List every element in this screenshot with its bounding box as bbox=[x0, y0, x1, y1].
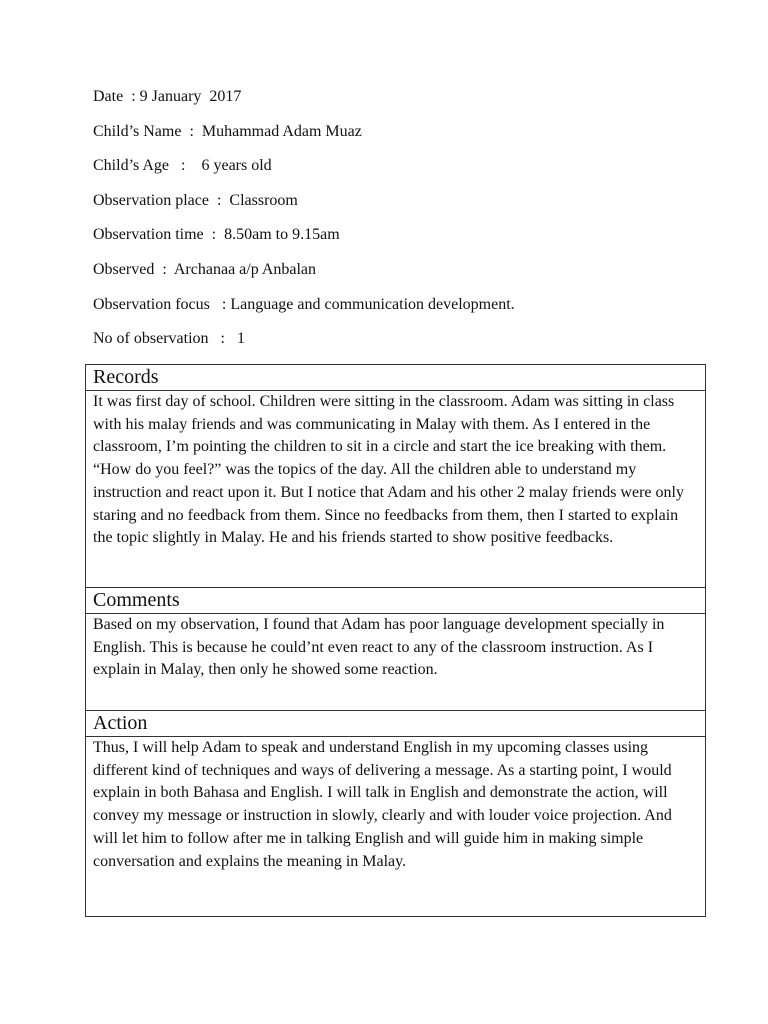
action-body-cell bbox=[86, 737, 706, 917]
observation-place-value: Classroom bbox=[229, 191, 298, 209]
observation-place-separator: : bbox=[208, 191, 230, 209]
records-text: It was first day of school. Children were sitting in the classroom. Adam was sitting in class with his malay friends and was communicating in Malay with them. As I entered in the classroom, I’m pointing the children to sit in a circle and start the ice breaking with them. “How do you feel?” was the topics of the day. All the children able to understand my instruction and react upon it. But I notice that Adam and his other 2 malay friends were only staring and no feedback from them. Since no feedbacks from them, then I started to explain the topic slightly in Malay. He and his friends started to show positive feedbacks. bbox=[93, 393, 684, 547]
comments-text: Based on my observation, I found that Adam has poor language development specially in English. This is because he could’nt even react to any of the classroom instruction. As I explain in Malay, then only he showed some reaction. bbox=[93, 616, 665, 679]
date-separator: : bbox=[123, 88, 140, 105]
records-body-cell bbox=[86, 391, 706, 588]
child-name-separator: : bbox=[181, 122, 202, 140]
observation-focus-label: Observation focus bbox=[93, 295, 210, 313]
action-heading: Action bbox=[93, 712, 148, 734]
child-name-label: Child’s Name bbox=[93, 122, 182, 140]
observation-focus-separator: : bbox=[209, 295, 231, 313]
child-age-separator: : bbox=[169, 157, 202, 175]
observation-place-field bbox=[93, 190, 693, 225]
records-heading-row bbox=[86, 365, 706, 391]
records-body-row bbox=[86, 391, 706, 588]
comments-body-cell bbox=[86, 614, 706, 711]
observed-value: Archanaa a/p Anbalan bbox=[173, 260, 317, 278]
date-label: Date bbox=[93, 88, 124, 105]
records-heading-cell bbox=[86, 365, 706, 391]
action-heading-cell bbox=[86, 711, 706, 737]
comments-heading-row bbox=[86, 588, 706, 614]
observation-details bbox=[93, 86, 693, 363]
action-text: Thus, I will help Adam to speak and understand English in my upcoming classes using different kind of techniques and ways of delivering a message. As a starting point, I would explain in both Bahasa and English. I will talk in English and demonstrate the action, will convey my message or instruction in slowly, clearly and with louder voice projection. And will let him to follow after me in talking English and will guide him in making simple conversation and explains the meaning in Malay. bbox=[93, 739, 672, 870]
observation-time-label: Observation time bbox=[93, 226, 204, 244]
comments-heading-cell bbox=[86, 588, 706, 614]
comments-heading: Comments bbox=[93, 589, 180, 611]
child-age-field bbox=[93, 155, 693, 190]
child-age-value: 6 years old bbox=[201, 157, 272, 175]
observation-count-separator: : bbox=[208, 330, 237, 348]
action-heading-row bbox=[86, 711, 706, 737]
child-name-value: Muhammad Adam Muaz bbox=[201, 122, 362, 140]
date-field bbox=[93, 86, 693, 121]
observation-count-label: No of observation bbox=[93, 330, 209, 348]
observation-focus-field bbox=[93, 294, 693, 329]
child-name-field bbox=[93, 121, 693, 156]
observation-count-field bbox=[93, 328, 693, 363]
comments-body-row bbox=[86, 614, 706, 711]
observation-focus-value: Language and communication development. bbox=[230, 295, 515, 313]
observed-field bbox=[93, 259, 693, 294]
child-age-label: Child’s Age bbox=[93, 157, 170, 175]
observation-table bbox=[85, 364, 706, 917]
observed-label: Observed bbox=[93, 260, 155, 278]
observation-time-separator: : bbox=[203, 226, 225, 244]
observation-time-value: 8.50am to 9.15am bbox=[224, 226, 340, 244]
records-heading: Records bbox=[93, 366, 159, 388]
observation-time-field bbox=[93, 224, 693, 259]
action-body-row bbox=[86, 737, 706, 917]
observed-separator: : bbox=[154, 260, 174, 278]
date-value: 9 January 2017 bbox=[139, 88, 242, 105]
observation-count-value: 1 bbox=[236, 330, 245, 348]
observation-place-label: Observation place bbox=[93, 191, 209, 209]
